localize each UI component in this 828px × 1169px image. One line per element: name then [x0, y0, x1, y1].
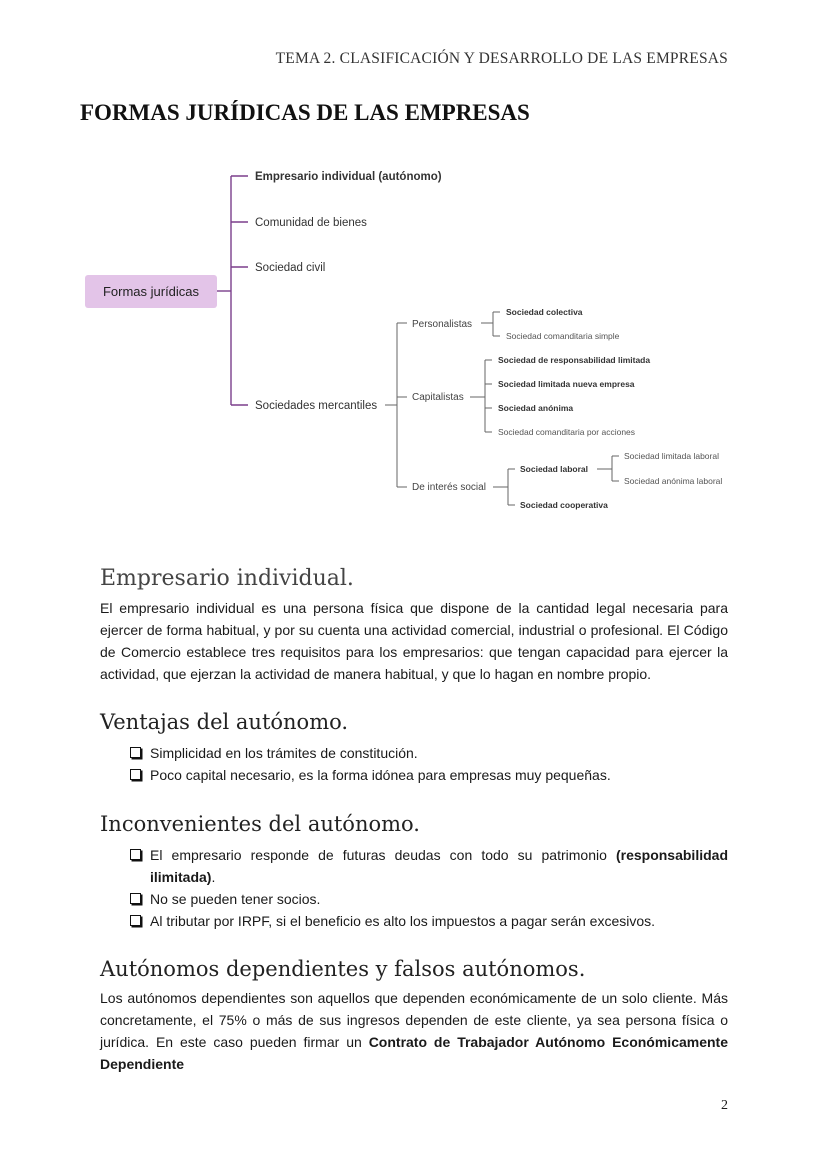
page-title: FORMAS JURÍDICAS DE LAS EMPRESAS [80, 100, 530, 125]
node-anonima-laboral: Sociedad anónima laboral [624, 476, 723, 486]
page-number: 2 [721, 1098, 728, 1113]
inconvenientes-list [100, 844, 728, 932]
node-slne: Sociedad limitada nueva empresa [498, 379, 635, 389]
checkbox-bullet-icon [130, 849, 141, 860]
section-paragraph: El empresario individual es una persona física que dispone de la cantidad legal necesaria para ejercer de forma habitual, y por su cuenta una actividad comercial, industrial o profesional. El Código de Comercio establece tres requisitos para los empresarios: que tengan capacidad para ejercer la actividad, que ejerzan la actividad de manera habitual, y que lo hagan en nombre propio. [100, 600, 728, 682]
list-item: Poco capital necesario, es la forma idónea para empresas muy pequeñas. [130, 764, 728, 786]
node-empresario-individual: Empresario individual (autónomo) [255, 171, 442, 183]
legal-forms-diagram [0, 150, 828, 520]
node-comanditaria-acciones: Sociedad comanditaria por acciones [498, 427, 636, 437]
checkbox-bullet-icon [130, 915, 141, 926]
node-sociedad-cooperativa: Sociedad cooperativa [520, 500, 608, 510]
section-title: Empresario individual. [100, 566, 354, 591]
section-title: Autónomos dependientes y falsos autónomos. [100, 957, 586, 981]
list-item: No se pueden tener socios. [130, 888, 728, 910]
node-srl: Sociedad de responsabilidad limitada [498, 355, 651, 365]
checkbox-bullet-icon [130, 747, 141, 758]
node-sociedad-anonima: Sociedad anónima [498, 403, 574, 413]
ventajas-list [100, 742, 728, 786]
section-autonomos-dependientes [100, 957, 728, 1075]
list-item: El empresario responde de futuras deudas con todo su patrimonio (responsabilidad ilimitada). [130, 844, 728, 888]
diagram-root: Formas jurídicas [102, 284, 200, 299]
node-sociedad-laboral: Sociedad laboral [520, 464, 589, 474]
section-inconvenientes [100, 812, 728, 932]
node-limitada-laboral: Sociedad limitada laboral [624, 451, 719, 461]
list-item: Simplicidad en los trámites de constitución. [130, 742, 728, 764]
section-paragraph: Los autónomos dependientes son aquellos que dependen económicamente de un solo cliente. Más concretamente, el 75% o más de sus ingresos dependen de este cliente, ya sea persona física o jurídica. En este caso pueden firmar un Contrato de Trabajador Autónomo Económicamente Dependiente [100, 990, 728, 1072]
section-title: Inconvenientes del autónomo. [100, 812, 420, 836]
node-comanditaria-simple: Sociedad comanditaria simple [506, 331, 620, 341]
checkbox-bullet-icon [130, 769, 141, 780]
node-capitalistas: Capitalistas [412, 392, 464, 403]
node-interes-social: De interés social [412, 482, 486, 493]
node-personalistas: Personalistas [412, 319, 473, 330]
node-sociedad-colectiva: Sociedad colectiva [506, 307, 583, 317]
list-item: Al tributar por IRPF, si el beneficio es alto los impuestos a pagar serán excesivos. [130, 910, 728, 932]
running-header: TEMA 2. CLASIFICACIÓN Y DESARROLLO DE LAS EMPRESAS [275, 50, 728, 67]
node-sociedades-mercantiles: Sociedades mercantiles [255, 400, 378, 412]
node-comunidad-bienes: Comunidad de bienes [255, 217, 367, 229]
section-empresario-individual [100, 566, 728, 685]
checkbox-bullet-icon [130, 893, 141, 904]
section-title: Ventajas del autónomo. [100, 710, 349, 734]
section-ventajas [100, 710, 728, 786]
node-sociedad-civil: Sociedad civil [255, 262, 326, 274]
